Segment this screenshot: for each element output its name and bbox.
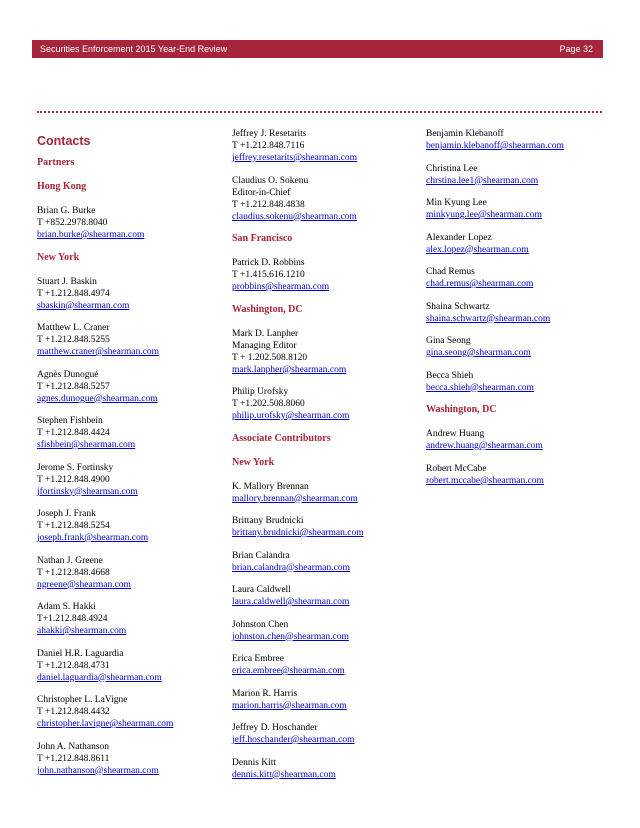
contact-entry — [426, 301, 616, 325]
contact-list-assoc-new-york-cont — [426, 128, 616, 394]
contact-name: Robert McCabe — [426, 463, 487, 474]
contact-entry — [426, 163, 616, 187]
contact-name: Stuart J. Baskin — [37, 276, 97, 287]
contact-entry — [426, 128, 616, 152]
contact-name: Marion R. Harris — [232, 688, 298, 699]
contact-entry — [37, 648, 227, 684]
contact-email[interactable]: johnston.chen@shearman.com — [232, 631, 349, 642]
contact-phone: T +1.212.848.4432 — [37, 707, 110, 717]
contact-entry — [232, 688, 422, 712]
dotted-divider — [37, 111, 602, 113]
contact-list-assoc-washington-dc — [426, 428, 616, 487]
contact-role: Editor-in-Chief — [232, 187, 291, 198]
contact-email[interactable]: brian.burke@shearman.com — [37, 230, 145, 240]
contact-email[interactable]: chrstina.lee1@shearman.com — [426, 175, 539, 186]
contact-entry — [37, 369, 227, 405]
contact-name: Daniel H.R. Laguardia — [37, 648, 124, 659]
contact-phone: T +1.212.848.4900 — [37, 474, 110, 485]
contact-entry — [426, 197, 616, 221]
contact-name: Jerome S. Fortinsky — [37, 462, 114, 473]
header-title: Securities Enforcement 2015 Year-End Review — [40, 44, 228, 54]
section-washington-dc: Washington, DC — [232, 303, 303, 315]
section-new-york: New York — [37, 251, 80, 263]
contact-name: Christina Lee — [426, 163, 478, 174]
contact-email[interactable]: jeffrey.resetarits@shearman.com — [232, 153, 358, 163]
contact-email[interactable]: brian.calandra@shearman.com — [232, 562, 350, 573]
contact-email[interactable]: dennis.kitt@shearman.com — [232, 769, 336, 780]
contact-entry — [232, 481, 422, 505]
contact-email[interactable]: daniel.laguardia@shearman.com — [37, 672, 162, 683]
contact-entry — [37, 205, 227, 241]
contact-name: Joseph J. Frank — [37, 509, 96, 519]
contact-entry — [37, 276, 227, 312]
contact-entry — [232, 722, 422, 746]
contact-list-new-york-cont — [232, 128, 422, 223]
contact-entry — [232, 515, 422, 539]
contact-phone: T +1.212.848.5257 — [37, 381, 110, 392]
contact-email[interactable]: benjamin.klebanoff@shearman.com — [426, 141, 564, 151]
section-assoc-washington-dc: Washington, DC — [426, 404, 497, 415]
contact-name: Gina Seong — [426, 336, 471, 346]
contact-email[interactable]: andrew.huang@shearman.com — [426, 441, 543, 451]
contact-name: Stephen Fishbein — [37, 416, 103, 426]
contact-name: K. Mallory Brennan — [232, 481, 309, 492]
contact-entry — [232, 257, 422, 293]
contact-name: Min Kyung Lee — [426, 198, 487, 208]
contact-phone: T +1.212.848.4731 — [37, 660, 110, 671]
contact-email[interactable]: shaina.schwartz@shearman.com — [426, 313, 551, 324]
contact-email[interactable]: john.nathanson@shearman.com — [37, 765, 159, 776]
contacts-title: Contacts — [37, 134, 91, 148]
contact-name: Dennis Kitt — [232, 757, 277, 768]
contact-name: Philip Urofsky — [232, 387, 289, 397]
contact-email[interactable]: erica.embree@shearman.com — [232, 666, 345, 676]
contact-list-new-york — [37, 276, 227, 777]
contact-email[interactable]: robert.mccabe@shearman.com — [426, 475, 544, 486]
header-bar — [32, 40, 603, 58]
contact-entry — [426, 463, 616, 487]
column-2 — [232, 128, 422, 791]
contact-name: Shaina Schwartz — [426, 301, 490, 312]
contact-entry — [37, 508, 227, 544]
contact-entry — [37, 741, 227, 777]
contact-entry — [232, 584, 422, 608]
contact-phone: T +1.212.848.5255 — [37, 335, 110, 345]
contact-email[interactable]: jfortinsky@shearman.com — [37, 486, 138, 497]
contact-entry — [426, 428, 616, 452]
contact-email[interactable]: agnes.dunogue@shearman.com — [37, 393, 158, 404]
contact-name: Johnston Chen — [232, 619, 289, 630]
contact-phone: T +1.415.616.1210 — [232, 270, 305, 280]
contact-name: Nathan J. Greene — [37, 555, 103, 566]
contact-name: Mark D. Lanpher — [232, 328, 299, 339]
contact-name: Becca Shieh — [426, 370, 474, 381]
contact-phone: T +1.212.848.4668 — [37, 567, 110, 578]
contact-name: Alexander Lopez — [426, 232, 492, 243]
contact-name: Patrick D. Robbins — [232, 258, 305, 268]
contact-entry — [232, 386, 422, 422]
section-assoc-new-york: New York — [232, 456, 275, 468]
contact-entry — [37, 694, 227, 730]
contact-name: Benjamin Klebanoff — [426, 129, 504, 139]
contact-email[interactable]: jeff.hoschander@shearman.com — [232, 735, 355, 745]
contact-entry — [37, 601, 227, 637]
contact-email[interactable]: marion.harris@shearman.com — [232, 700, 347, 711]
contact-email[interactable]: sfishbein@shearman.com — [37, 440, 136, 450]
contact-entry — [37, 322, 227, 358]
contact-phone: T +1.212.848.8611 — [37, 753, 110, 764]
contact-list-san-francisco — [232, 257, 422, 293]
contact-name: Adam S. Hakki — [37, 602, 96, 612]
contact-email[interactable]: laura.caldwell@shearman.com — [232, 597, 350, 607]
contact-phone: T+1.212.848.4924 — [37, 614, 108, 624]
contact-entry — [426, 370, 616, 394]
contact-entry — [232, 328, 422, 376]
contact-email[interactable]: minkyung.lee@shearman.com — [426, 210, 542, 220]
contact-entry — [232, 550, 422, 574]
contact-email[interactable]: claudius.sokenu@shearman.com — [232, 211, 357, 222]
contact-name: Brian Calandra — [232, 550, 290, 561]
section-hong-kong: Hong Kong — [37, 181, 87, 192]
contact-phone: T + 1.202.508.8120 — [232, 352, 308, 363]
contact-name: Laura Caldwell — [232, 585, 291, 595]
contact-email[interactable]: alex.lopez@shearman.com — [426, 244, 529, 255]
contact-email[interactable]: becca.shieh@shearman.com — [426, 382, 534, 393]
contact-entry — [232, 757, 422, 781]
contact-entry — [232, 619, 422, 643]
contact-phone: T +852.2978.8040 — [37, 218, 108, 228]
contact-email[interactable]: probbins@shearman.com — [232, 282, 330, 292]
column-3 — [426, 128, 616, 497]
contact-entry — [37, 555, 227, 591]
contact-email[interactable]: mallory.brennan@shearman.com — [232, 493, 358, 504]
contact-phone: T +1.212.848.5254 — [37, 521, 110, 531]
contact-entry — [232, 175, 422, 223]
contact-entry — [232, 128, 422, 164]
contact-role: Managing Editor — [232, 340, 297, 351]
contact-name: Claudius O. Sokenu — [232, 175, 309, 186]
contact-phone: T +1.212.848.4838 — [232, 199, 305, 210]
page-number: Page 32 — [559, 44, 593, 54]
contact-email[interactable]: philip.urofsky@shearman.com — [232, 411, 350, 421]
contact-email[interactable]: sbaskin@shearman.com — [37, 300, 130, 311]
contact-list-hong-kong — [37, 205, 227, 241]
contact-email[interactable]: christopher.lavigne@shearman.com — [37, 719, 174, 729]
contact-name: Christopher L. LaVigne — [37, 695, 128, 705]
contact-entry — [37, 415, 227, 451]
contact-entry — [426, 232, 616, 256]
contact-email[interactable]: brittany.brudnicki@shearman.com — [232, 528, 364, 538]
contact-phone: T +1.212.848.4424 — [37, 428, 110, 438]
contact-name: Erica Embree — [232, 654, 284, 664]
contact-entry — [426, 335, 616, 359]
contact-name: Jeffrey D. Hoschander — [232, 723, 318, 733]
contact-name: Brittany Brudnicki — [232, 516, 304, 526]
contact-name: Brian G. Burke — [37, 206, 96, 216]
contact-email[interactable]: ahakki@shearman.com — [37, 626, 127, 636]
section-partners: Partners — [37, 157, 75, 168]
contact-email[interactable]: matthew.craner@shearman.com — [37, 347, 160, 357]
contact-name: Andrew Huang — [426, 429, 485, 439]
contact-name: Jeffrey J. Resetarits — [232, 129, 307, 139]
contact-entry — [232, 653, 422, 677]
section-san-francisco: San Francisco — [232, 233, 293, 244]
contact-email[interactable]: gina.seong@shearman.com — [426, 348, 531, 358]
contact-email[interactable]: joseph.frank@shearman.com — [37, 533, 149, 543]
section-associate-contributors: Associate Contributors — [232, 432, 331, 444]
contact-entry — [426, 266, 616, 290]
contact-email[interactable]: chad.remus@shearman.com — [426, 279, 534, 289]
contact-email[interactable]: mark.lanpher@shearman.com — [232, 364, 347, 375]
column-1 — [37, 128, 227, 787]
contact-list-washington-dc — [232, 328, 422, 423]
contact-name: John A. Nathanson — [37, 741, 110, 752]
contact-name: Chad Remus — [426, 267, 475, 277]
contact-name: Matthew L. Craner — [37, 323, 110, 333]
contact-phone: T +1.212.848.4974 — [37, 288, 110, 299]
contact-phone: T +1.212.848.7116 — [232, 141, 305, 151]
contact-entry — [37, 462, 227, 498]
contact-name: Agnès Dunogué — [37, 369, 99, 380]
contact-list-assoc-new-york — [232, 481, 422, 781]
contact-phone: T +1.202.508.8060 — [232, 399, 305, 409]
contact-email[interactable]: ngreene@shearman.com — [37, 579, 131, 590]
